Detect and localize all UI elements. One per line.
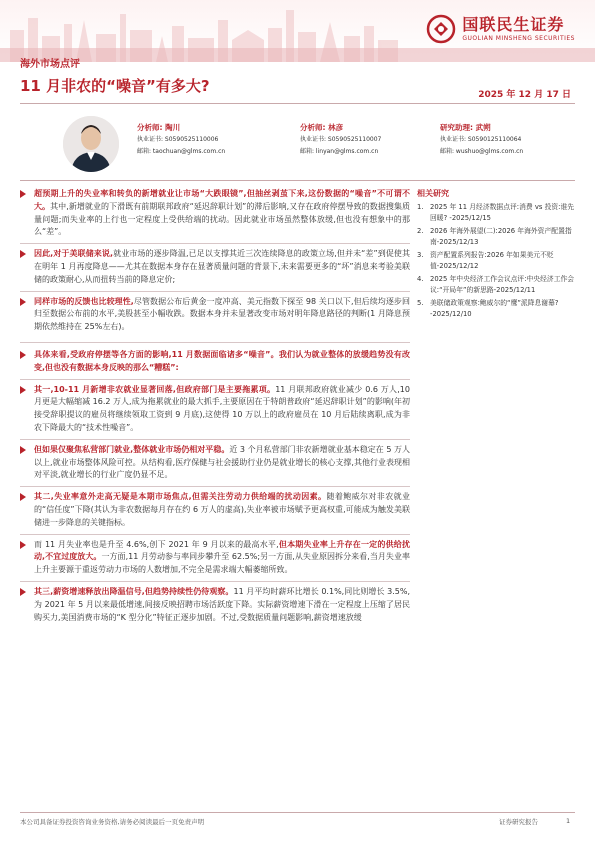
- paragraph-divider: [20, 581, 410, 582]
- person-portrait-icon: [63, 116, 119, 172]
- report-date: 2025 年 12 月 17 日: [478, 90, 571, 100]
- detail-paragraph-2: [20, 444, 410, 482]
- header-banner: [0, 0, 595, 62]
- summary-paragraph-1: [20, 188, 410, 239]
- paragraph-lead: 其三,薪资增速释放出降温信号,但趋势持续性仍待观察。: [34, 586, 234, 596]
- paragraph-divider: [20, 534, 410, 535]
- analyst-1: [137, 122, 225, 158]
- item-text: 资产配置系列报告:2026 年如果美元不贬值-2025/12/12: [430, 251, 554, 270]
- paragraph-divider: [20, 243, 410, 244]
- paragraph-text: 近 3 个月私营部门非农新增就业基本稳定在 5 万人以上,就业市场整体风险可控。从结构看,医疗保健与社会援助行业仍是就业增长的核心支撑,其他行业表现相对平淡,就业增长的行业广度仍显不足。: [34, 444, 410, 480]
- item-text: 2025 年 11 月经济数据点评:消费 vs 投资:谁先回暖? -2025/12/15: [430, 203, 575, 222]
- related-research-item[interactable]: [417, 250, 575, 272]
- section-tag: 海外市场点评: [20, 59, 80, 70]
- analyst-role: 分析师:: [137, 123, 163, 132]
- paragraph-text: 其中,新增就业的下滑既有前期联邦政府“延迟辞职计划”的滞后影响,又存在政府停摆导致的数据搜集质量问题;而失业率的上行也一定程度上受供给端的扰动。因此就业市场虽然整体放缓,但也没有想象中的那么“差”。: [34, 201, 410, 237]
- paragraph-divider: [20, 291, 410, 292]
- related-research-item[interactable]: [417, 274, 575, 296]
- paragraph-highlight: 但本期失业率上升存在一定的供给扰动,不宜过度放大。: [34, 539, 411, 562]
- item-text: 2025 年中央经济工作会议点评:中央经济工作会议:“开局年”的新思路-2025/12/11: [430, 275, 575, 294]
- paragraph-text: 而 11 月失业率也是升至 4.6%,创下 2021 年 9 月以来的最高水平,: [34, 539, 279, 549]
- bullet-triangle-icon: [20, 493, 26, 501]
- logo-mark-icon: [426, 14, 456, 44]
- item-number: 5.: [417, 299, 424, 307]
- paragraph-lead: 其二,失业率意外走高无疑是本期市场焦点,但需关注劳动力供给端的扰动因素。: [34, 492, 327, 502]
- item-number: 2.: [417, 227, 424, 235]
- bullet-triangle-icon: [20, 298, 26, 306]
- bullet-triangle-icon: [20, 250, 26, 258]
- summary-paragraph-2: [20, 248, 410, 286]
- detail-paragraph-3: [20, 491, 410, 529]
- paragraph-lead: 但如果仅聚焦私营部门就业,整体就业市场仍相对平稳。: [34, 444, 230, 454]
- analyst-name: 武朔: [475, 123, 491, 132]
- item-number: 4.: [417, 275, 424, 283]
- title-divider: [20, 103, 575, 104]
- analyst-3: [440, 122, 523, 158]
- bullet-triangle-icon: [20, 190, 26, 198]
- bullet-triangle-icon: [20, 588, 26, 596]
- paragraph-lead: 因此,对于美联储来说,: [34, 249, 114, 259]
- paragraph-text: 11 月联邦政府就业减少 0.6 万人,10 月更是大幅缩减 16.2 万人,成为拖累就业的最大抓手,主要原因在于特朗普政府“延迟辞职计划”的影响(年初接受辞职提议的雇员将继续领取工资到 9 月底),这使得 10 万以上的政府雇员在 10 月后陆续离职,成为非农下降最大的“技术性噪音”。: [34, 384, 410, 432]
- page-number: 1: [566, 817, 571, 825]
- paragraph-lead: 超预期上升的失业率和转负的新增就业让市场“大跌眼镜”,但抽丝剥茧下来,这份数据的“噪音”不可谓不大。: [34, 189, 410, 211]
- paragraph-lead: 具体来看,受政府停摆等各方面的影响,11 月数据面临诸多“噪音”。我们认为就业整体的放缓趋势没有改变,但也没有数据本身反映的那么“糟糕”:: [34, 349, 410, 372]
- footer-disclaimer: 本公司具备证券投资咨询业务资格,请务必阅读最后一页免责声明: [20, 818, 205, 826]
- footer-label: 证券研究报告: [499, 818, 538, 826]
- paragraph-divider: [20, 486, 410, 487]
- main-content: [20, 188, 410, 624]
- analyst-2: [300, 122, 381, 158]
- detail-intro: [20, 349, 410, 375]
- analyst-role: 分析师:: [300, 123, 326, 132]
- footer-divider: [20, 812, 575, 813]
- paragraph-text: 一方面,11 月劳动参与率同步攀升至 62.5%;另一方面,从失业原因拆分来看,当月失业率上升主要源于重返劳动力市场的人数增加,不完全是需求端大幅萎缩所致。: [34, 552, 410, 575]
- item-number: 1.: [417, 203, 424, 211]
- bullet-triangle-icon: [20, 541, 26, 549]
- paragraph-text: 11 月平均时薪环比增长 0.1%,同比则增长 3.5%,为 2021 年 5 月以来最低增速,间接反映招聘市场活跃度下降。实际薪资增速下滑在一定程度上压缩了居民购买力,美国消费市场的“K 型分化”特征正逐步加剧。不过,受数据质量问题影响,薪资增速放缓: [34, 586, 410, 622]
- paragraph-text: 尽管数据公布后黄金一度冲高、美元指数下探至 98 关口以下,但后续均逐步回归至数据公布前的水平,美股甚至小幅收跌。数据本身并未显著改变市场对明年降息路径的判断(1 月降息预期依然维持在 25%左右)。: [34, 296, 410, 332]
- paragraph-divider: [20, 379, 410, 380]
- detail-paragraph-4: [20, 539, 410, 577]
- item-text: 美联储政策观察:鲍威尔的“鹰”派降息谢幕?-2025/12/10: [430, 299, 559, 318]
- analyst-cert: 执业证书: S0590125110064: [440, 136, 522, 143]
- sidebar-title: 相关研究: [417, 189, 449, 198]
- paragraph-text: 就业市场的逐步降温,已足以支撑其近三次连续降息的政策立场,但并未“差”到促使其在明年 1 月再度降息——尤其在数据本身存在显著质量问题的背景下,未来需要更多的“坏”消息来考验美联储的政策耐心,从而扭转当前的降息定价;: [34, 249, 411, 284]
- analyst-divider: [20, 180, 575, 181]
- detail-paragraph-1: [20, 384, 410, 435]
- bullet-triangle-icon: [20, 386, 26, 394]
- analyst-role: 研究助理:: [440, 123, 473, 132]
- company-logo: [426, 14, 575, 44]
- analyst-cert: 执业证书: S0590525110007: [300, 136, 382, 143]
- report-title: 11 月非农的“噪音”有多大?: [20, 77, 210, 95]
- related-research-item[interactable]: [417, 298, 575, 320]
- analyst-email[interactable]: 邮箱: linyan@glms.com.cn: [300, 148, 379, 155]
- logo-cn-text: 国联民生证券: [462, 14, 565, 34]
- summary-paragraph-3: [20, 296, 410, 334]
- paragraph-lead: 其一,10-11 月新增非农就业显著回落,但政府部门是主要拖累项。: [34, 384, 276, 394]
- logo-en-text: GUOLIAN MINSHENG SECURITIES: [462, 34, 575, 42]
- related-research-item[interactable]: [417, 226, 575, 248]
- paragraph-lead: 同样市场的反馈也比较理性,: [34, 296, 134, 306]
- paragraph-divider: [20, 439, 410, 440]
- paragraph-text: 随着鲍威尔对非农就业的“信任度”下降(其认为非农数据每月存在约 6 万人的虚高),失业率被市场赋予更高权重,可能成为触发美联储进一步降息的关键指标。: [34, 492, 411, 527]
- detail-paragraph-5: [20, 586, 410, 624]
- related-research-sidebar: [417, 188, 575, 322]
- analyst-name: 林彦: [328, 123, 344, 132]
- section-divider: [20, 342, 410, 343]
- analyst-cert: 执业证书: S0590525110006: [137, 136, 219, 143]
- analyst-name: 陶川: [165, 123, 181, 132]
- analyst-email[interactable]: 邮箱: wushuo@glms.com.cn: [440, 148, 524, 155]
- item-number: 3.: [417, 251, 424, 259]
- item-text: 2026 年海外展望(二):2026 年海外资产配置指南-2025/12/13: [430, 227, 572, 246]
- bullet-triangle-icon: [20, 351, 26, 359]
- related-research-item[interactable]: [417, 202, 575, 224]
- bullet-triangle-icon: [20, 446, 26, 454]
- analyst-photo: [63, 116, 119, 172]
- analyst-email[interactable]: 邮箱: taochuan@glms.com.cn: [137, 148, 226, 155]
